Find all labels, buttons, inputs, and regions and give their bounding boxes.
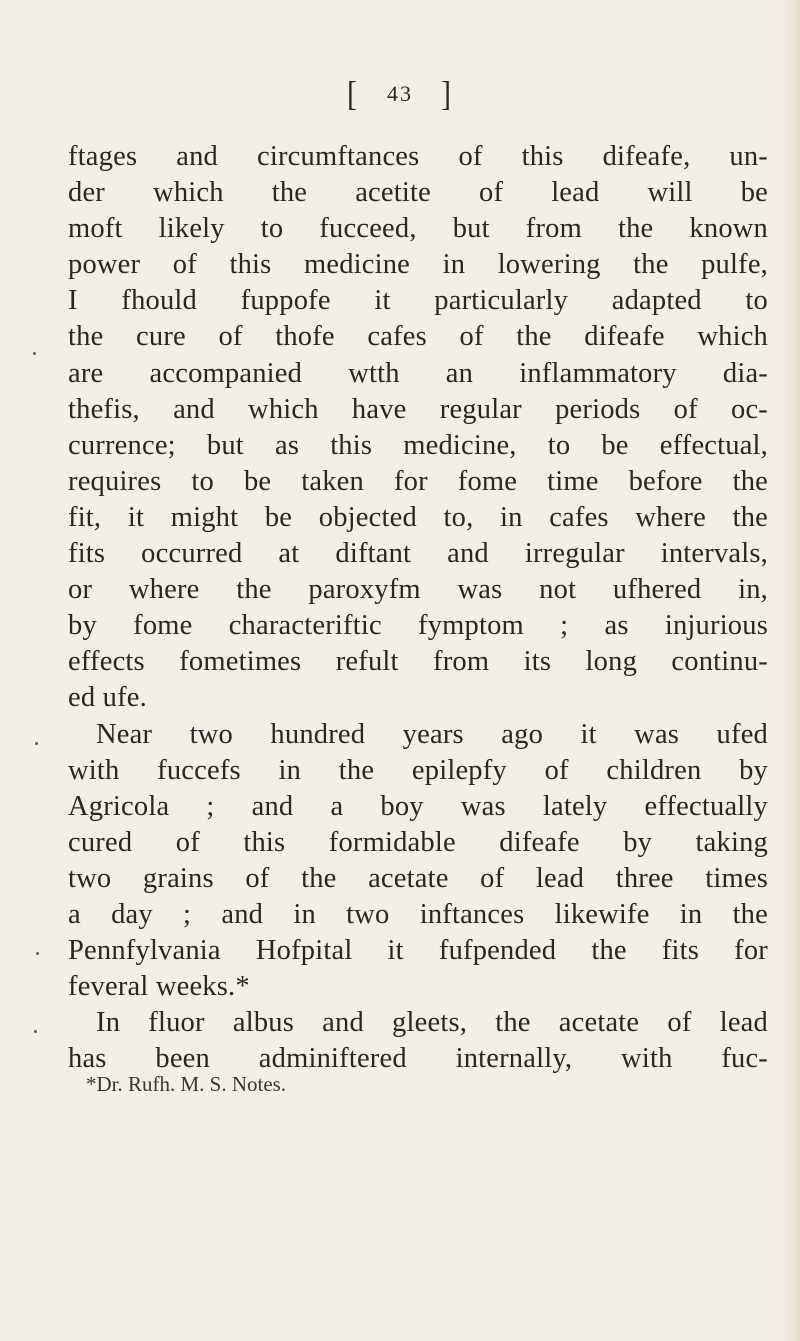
text-line: has been adminiftered internally, with fuc-	[68, 1043, 768, 1075]
text-line: ed ufe.	[68, 682, 147, 714]
text-line: Near two hundred years ago it was ufed	[96, 718, 768, 750]
paper-speck	[36, 952, 39, 955]
text-line: cured of this formidable difeafe by taking	[68, 826, 768, 858]
paragraph-1	[68, 139, 768, 717]
text-line: Pennfylvania Hofpital it fufpended the fits for	[68, 935, 768, 967]
page-header	[0, 75, 800, 114]
text-line: Agricola ; and a boy was lately effectually	[68, 790, 768, 822]
header-bracket-open: [	[347, 75, 359, 114]
text-line: or where the paroxyfm was not ufhered in,	[68, 574, 768, 606]
text-line: fits occurred at diftant and irregular intervals,	[68, 538, 768, 570]
text-line: the cure of thofe cafes of the difeafe which	[68, 321, 768, 353]
text-line: In fluor albus and gleets, the acetate of lead	[96, 1007, 768, 1039]
text-line: ftages and circumftances of this difeafe, un-	[68, 141, 768, 172]
page-number: 43	[387, 81, 413, 106]
text-line: two grains of the acetate of lead three times	[68, 862, 768, 894]
text-line: with fuccefs in the epilepfy of children by	[68, 754, 768, 786]
paper-speck	[35, 742, 38, 745]
text-line: a day ; and in two inftances likewife in the	[68, 898, 768, 930]
text-line: effects fometimes refult from its long continu-	[68, 646, 768, 678]
text-line: feveral weeks.*	[68, 971, 250, 1003]
paragraph-3	[68, 1005, 768, 1077]
paragraph-2	[68, 717, 768, 1006]
text-line: moft likely to fucceed, but from the known	[68, 213, 768, 245]
text-line: thefis, and which have regular periods of oc-	[68, 393, 768, 425]
text-line: power of this medicine in lowering the pulfe,	[68, 249, 768, 281]
text-line: are accompanied wtth an inflammatory dia-	[68, 357, 768, 389]
paper-speck	[34, 1030, 37, 1033]
header-bracket-close: ]	[441, 75, 453, 114]
text-line: requires to be taken for fome time before the	[68, 465, 768, 497]
page-edge-shadow	[782, 0, 800, 1341]
text-line: fit, it might be objected to, in cafes where the	[68, 501, 768, 533]
footnote: *Dr. Rufh. M. S. Notes.	[86, 1072, 287, 1096]
text-line: currence; but as this medicine, to be effectual,	[68, 429, 768, 461]
text-line: I fhould fuppofe it particularly adapted to	[68, 285, 768, 317]
paper-speck	[33, 352, 36, 355]
text-line: by fome characteriftic fymptom ; as injurious	[68, 610, 768, 642]
body-text	[68, 139, 768, 1077]
text-line: der which the acetite of lead will be	[68, 177, 768, 209]
